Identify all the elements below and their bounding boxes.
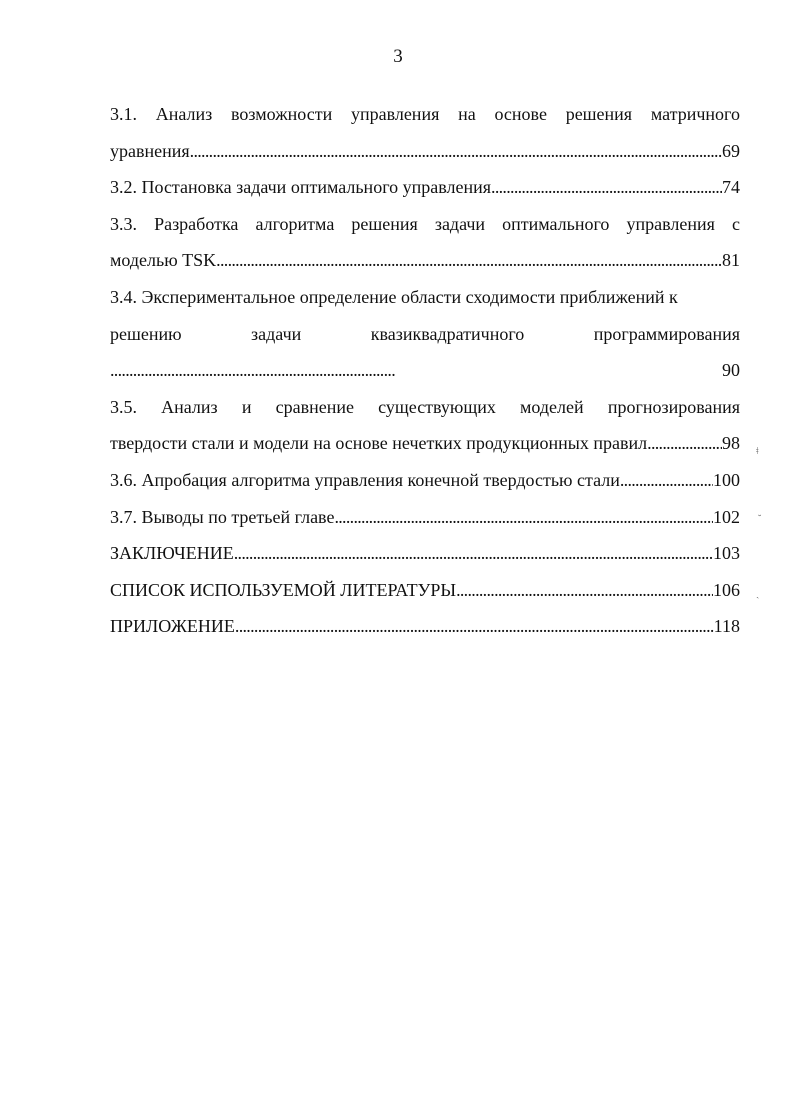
toc-word: существующих: [378, 396, 496, 417]
scan-speck: ˘: [758, 514, 762, 525]
toc-word: и: [241, 396, 252, 417]
toc-leader-dots: [620, 462, 713, 499]
toc-entry-3-3-line1: [110, 206, 740, 243]
toc-entry-3-4-line3: [110, 352, 740, 389]
toc-page-number: 74: [722, 177, 740, 198]
toc-entry-text: 3.6. Апробация алгоритма управления конечной твердостью стали: [110, 469, 620, 490]
toc-page-number: 90: [722, 360, 740, 381]
toc-entry-3-7: [110, 499, 740, 536]
toc-word: решения: [565, 104, 633, 124]
page-number: 3: [393, 46, 403, 67]
toc-entry-3-5-line2: [110, 425, 740, 462]
toc-word: управления: [350, 104, 440, 124]
toc-entry-text: уравнения: [110, 140, 190, 161]
toc-page-number: 106: [713, 579, 740, 600]
toc-word: Разработка: [154, 213, 239, 234]
toc-page-number: 69: [722, 140, 740, 161]
toc-page-number: 118: [713, 616, 740, 637]
toc-page-number: 103: [713, 543, 740, 564]
toc-word: управления: [626, 213, 715, 234]
toc-word: задачи: [434, 213, 486, 234]
toc-word: на: [458, 104, 476, 124]
toc-leader-dots: [491, 169, 722, 206]
toc-entry-text: твердости стали и модели на основе нечетких продукционных правил: [110, 433, 648, 454]
toc-leader-dots: [110, 352, 435, 389]
toc-entry-3-6: [110, 462, 740, 499]
toc-entry-3-5-line1: [110, 389, 740, 426]
table-of-contents: [110, 96, 740, 645]
toc-word: решения: [351, 213, 418, 234]
toc-entry-text: ПРИЛОЖЕНИЕ: [110, 616, 235, 637]
toc-word: алгоритма: [255, 213, 335, 234]
toc-word: с: [731, 213, 740, 234]
toc-word: 3.3.: [110, 213, 137, 234]
toc-page-number: 81: [722, 250, 740, 271]
toc-entry-conclusion: [110, 535, 740, 572]
toc-word: возможности: [231, 104, 333, 124]
toc-leader-dots: [647, 425, 722, 462]
toc-word: 3.5.: [110, 396, 137, 417]
toc-entry-text: ЗАКЛЮЧЕНИЕ: [110, 543, 234, 564]
toc-word: решению: [110, 323, 182, 344]
toc-leader-dots: [235, 608, 714, 645]
toc-entry-text: 3.7. Выводы по третьей главе: [110, 506, 335, 527]
toc-entry-3-1-line1: [110, 96, 740, 133]
toc-entry-3-2: [110, 169, 740, 206]
toc-entry-3-3-line2: [110, 242, 740, 279]
toc-word: прогнозирования: [607, 396, 740, 417]
toc-leader-dots: [456, 572, 713, 609]
toc-word: моделей: [520, 396, 584, 417]
toc-leader-dots: [234, 535, 713, 572]
toc-word: сравнение: [275, 396, 354, 417]
toc-entry-3-4-line2: [110, 316, 740, 353]
scan-speck: ǂ: [756, 446, 759, 457]
toc-entry-3-1-line2: [110, 133, 740, 170]
toc-word: оптимального: [502, 213, 610, 234]
toc-entry-text: СПИСОК ИСПОЛЬЗУЕМОЙ ЛИТЕРАТУРЫ: [110, 579, 457, 600]
toc-word: 3.1.: [110, 104, 137, 124]
toc-word: Анализ: [155, 104, 213, 124]
toc-page-number: 98: [722, 433, 740, 454]
toc-entry-appendix: [110, 608, 740, 645]
scan-speck: ˎ: [756, 588, 760, 599]
toc-word: основе: [494, 104, 547, 124]
toc-leader-dots: [216, 242, 722, 279]
toc-entry-3-4-line1: [110, 279, 740, 316]
toc-word: задачи: [251, 323, 302, 344]
toc-entry-text: 3.4. Экспериментальное определение области сходимости приближений к: [110, 286, 678, 307]
toc-leader-dots: [334, 499, 713, 536]
toc-page-number: 100: [713, 469, 740, 490]
toc-entry-text: моделью TSK: [110, 250, 217, 271]
toc-word: квазиквадратичного: [370, 323, 525, 344]
toc-word: Анализ: [161, 396, 218, 417]
toc-page-number: 102: [713, 506, 740, 527]
toc-entry-text: 3.2. Постановка задачи оптимального управления: [110, 177, 492, 198]
toc-word: программирования: [593, 323, 740, 344]
toc-entry-references: [110, 572, 740, 609]
toc-word: матричного: [650, 104, 740, 124]
toc-leader-dots: [190, 133, 722, 170]
